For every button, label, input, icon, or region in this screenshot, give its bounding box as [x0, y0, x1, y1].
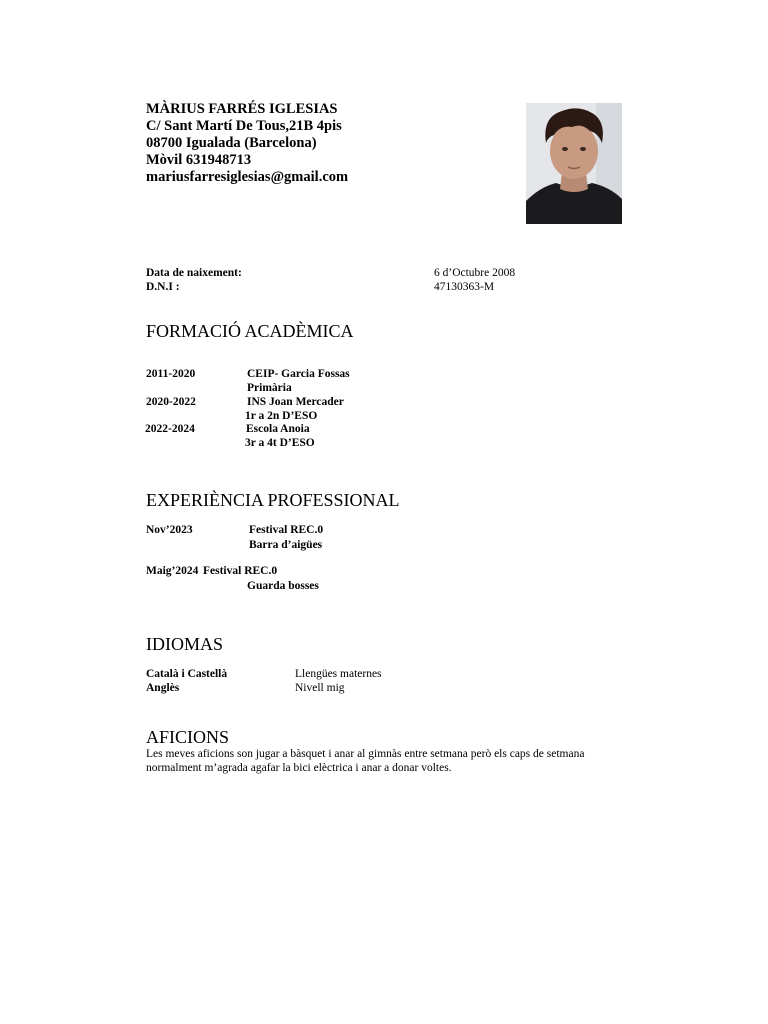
- birth-date-label: Data de naixement:: [146, 267, 242, 279]
- dni-label: D.N.I :: [146, 281, 180, 293]
- education-heading: FORMACIÓ ACADÈMICA: [146, 321, 354, 341]
- education-detail: 1r a 2n D’ESO: [245, 410, 318, 422]
- language-level: Llengües maternes: [295, 668, 382, 680]
- education-detail: Primària: [247, 382, 292, 394]
- languages-heading: IDIOMAS: [146, 634, 224, 654]
- full-name: MÀRIUS FARRÉS IGLESIAS: [146, 101, 338, 117]
- dni-value: 47130363-M: [434, 281, 495, 293]
- language-name: Català i Castellà: [146, 668, 228, 680]
- experience-date: Nov’2023: [146, 524, 193, 536]
- profile-photo: [526, 103, 622, 224]
- language-level: Nivell mig: [295, 682, 345, 694]
- phone: Mòvil 631948713: [146, 152, 252, 168]
- experience-date: Maig’2024: [146, 565, 199, 577]
- birth-date-value: 6 d’Octubre 2008: [434, 267, 516, 279]
- experience-heading: EXPERIÈNCIA PROFESSIONAL: [146, 490, 400, 510]
- contact-header: [146, 101, 361, 186]
- language-name: Anglès: [146, 682, 180, 694]
- education-years: 2011-2020: [146, 368, 196, 380]
- hobbies-heading: AFICIONS: [146, 727, 230, 747]
- education-school: CEIP- Garcia Fossas: [247, 368, 350, 380]
- education-years: 2020-2022: [146, 396, 196, 408]
- email[interactable]: mariusfarresiglesias@gmail.com: [146, 169, 349, 185]
- city: 08700 Igualada (Barcelona): [146, 135, 317, 151]
- education-years: 2022-2024: [145, 423, 195, 435]
- education-school: INS Joan Mercader: [247, 396, 344, 408]
- hobbies-text: Les meves aficions son jugar a bàsquet i anar al gimnàs entre setmana però els caps de setmana normalment m’agrada agafar la bici elèctrica i anar a donar voltes.: [146, 748, 585, 774]
- experience-role: Barra d’aigües: [249, 539, 323, 551]
- experience-place: Festival REC.0: [249, 524, 324, 536]
- education-detail: 3r a 4t D’ESO: [245, 437, 315, 449]
- address: C/ Sant Martí De Tous,21B 4pis: [146, 118, 342, 134]
- experience-place: Festival REC.0: [203, 565, 278, 577]
- experience-role: Guarda bosses: [247, 580, 319, 592]
- education-school: Escola Anoia: [246, 423, 310, 435]
